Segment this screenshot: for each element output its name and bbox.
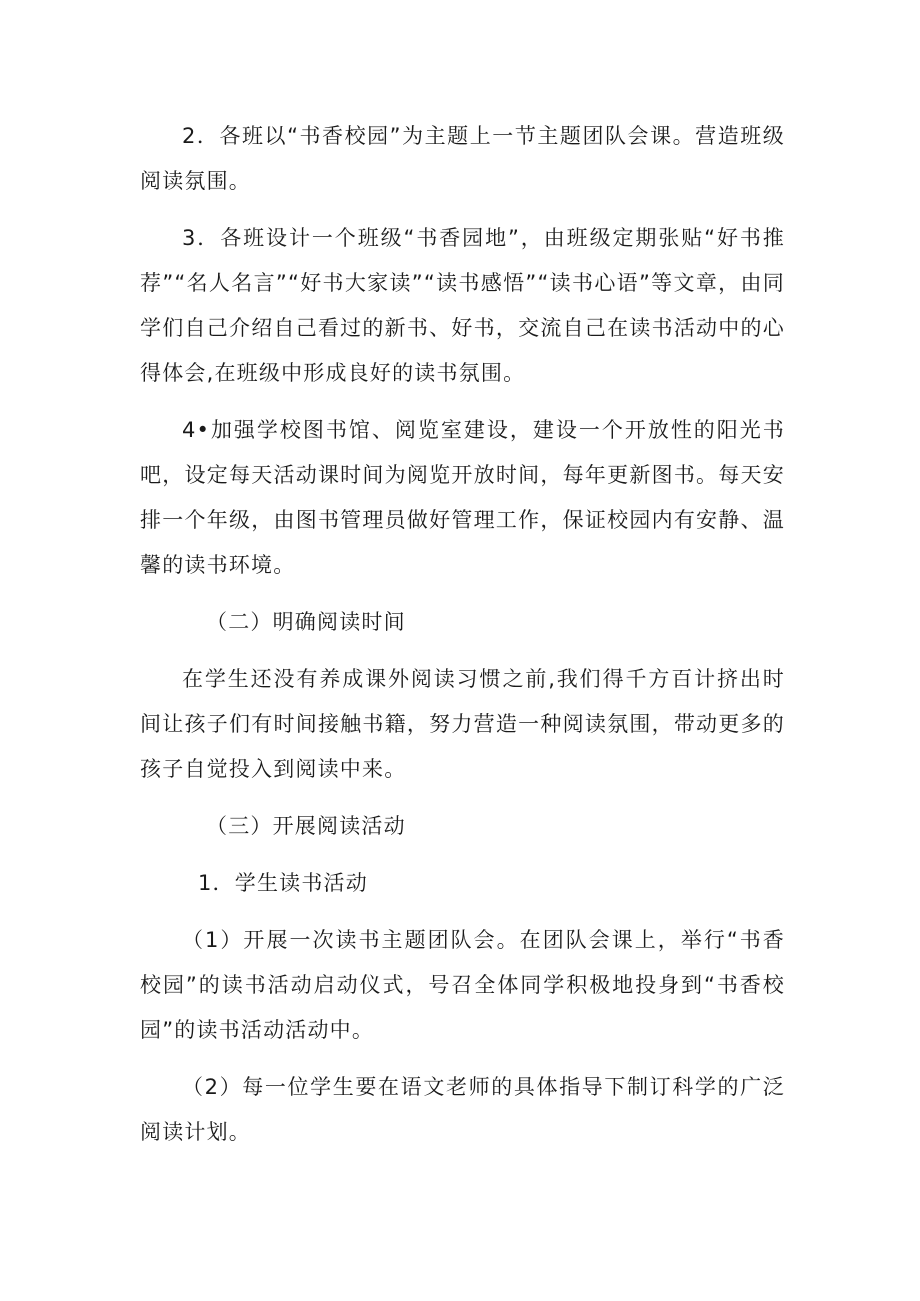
section-heading-reading-activities: （三）开展阅读活动 <box>206 814 406 838</box>
section-heading-reading-time: （二）明确阅读时间 <box>206 610 406 634</box>
paragraph-item-2: 2．各班以“书香校园”为主题上一节主题团队会课。营造班级阅读氛围。 <box>140 124 785 193</box>
paragraph-reading-time: 在学生还没有养成课外阅读习惯之前,我们得千方百计挤出时间让孩子们有时间接触书籍，努力营造一种阅读氛围，带动更多的孩子自觉投入到阅读中来。 <box>140 667 785 781</box>
paragraph-item-4: 4•加强学校图书馆、阅览室建设，建设一个开放性的阳光书吧，设定每天活动课时间为阅览开放时间，每年更新图书。每天安排一个年级，由图书管理员做好管理工作，保证校园内有安静、温馨的读书环境。 <box>140 418 785 577</box>
document-body <box>140 114 785 1167</box>
paragraph-item-3: 3．各班设计一个班级“书香园地”，由班级定期张贴“好书推荐”“名人名言”“好书大家读”“读书感悟”“读书心语”等文章，由同学们自己介绍自己看过的新书、好书，交流自己在读书活动中的心得体会,在班级中形成良好的读书氛围。 <box>140 226 785 385</box>
paragraph-activity-1: （1）开展一次读书主题团队会。在团队会课上，举行“书香校园”的读书活动启动仪式，号召全体同学积极地投身到“书香校园”的读书活动活动中。 <box>140 928 785 1042</box>
paragraph-activity-2: （2）每一位学生要在语文老师的具体指导下制订科学的广泛阅读计划。 <box>140 1075 785 1144</box>
subheading-student-reading: 1．学生读书活动 <box>198 871 368 895</box>
